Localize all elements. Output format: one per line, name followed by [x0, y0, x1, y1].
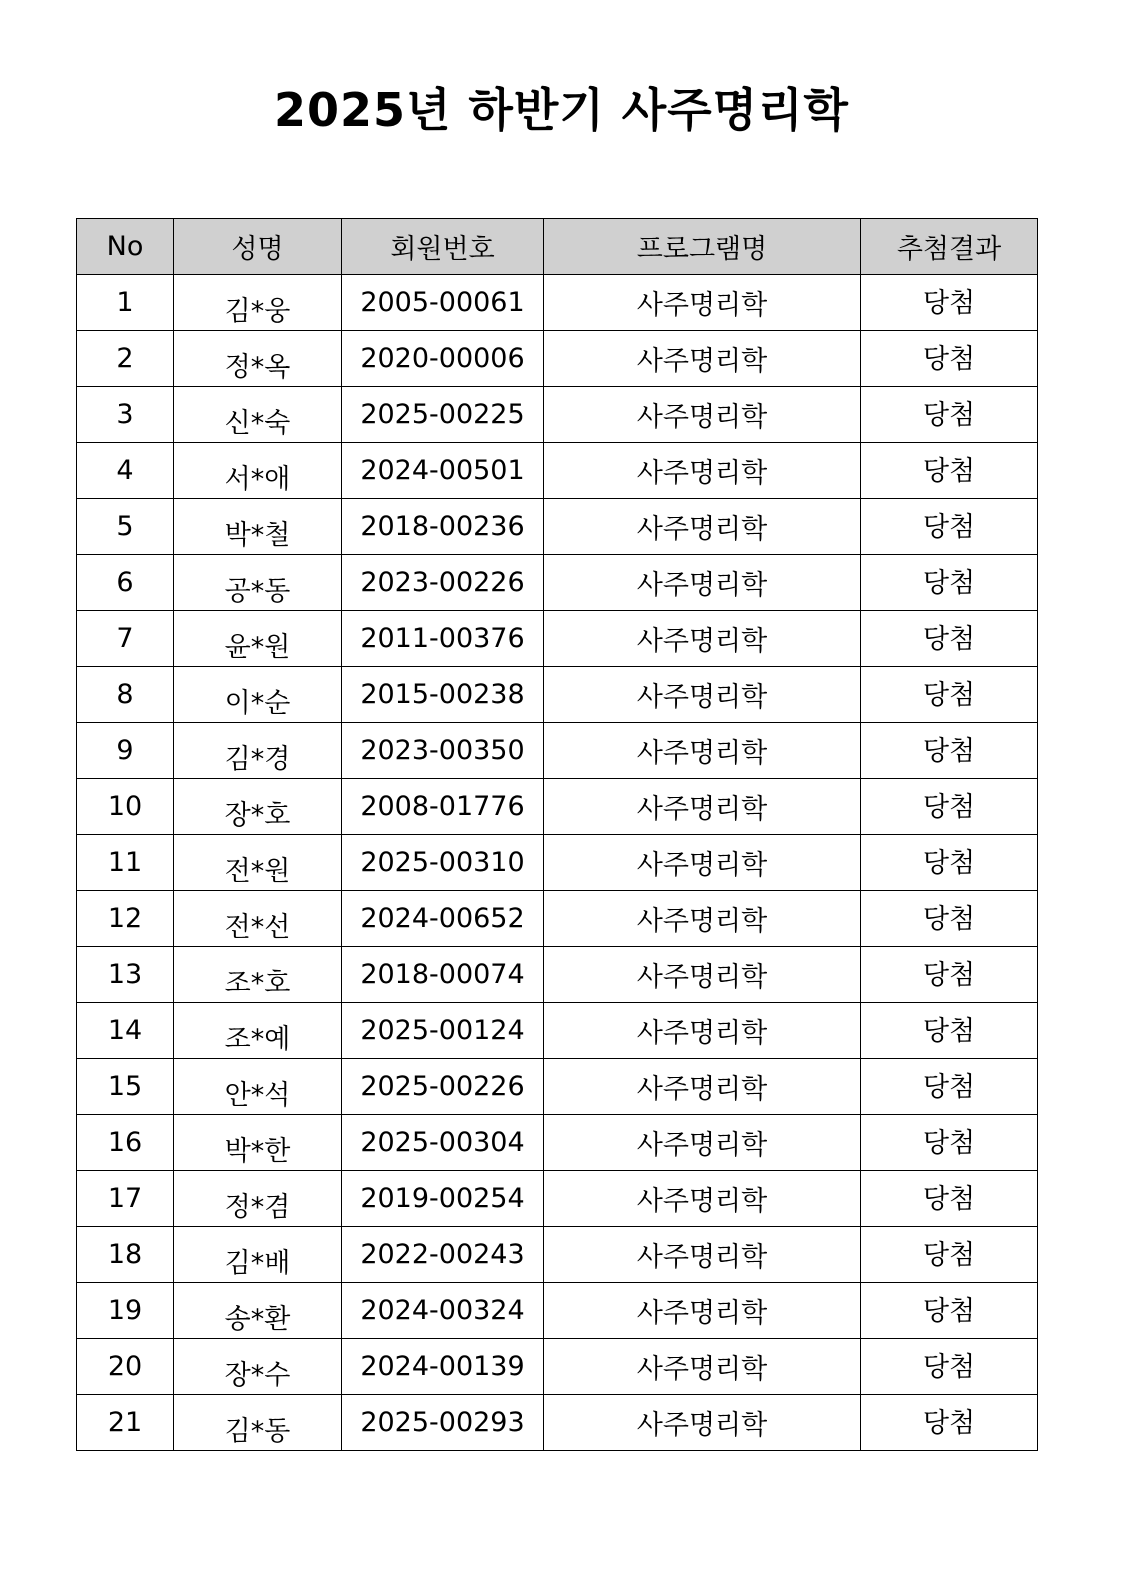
table-row: [77, 1003, 1038, 1059]
row-member-id: 2023-00350: [360, 735, 525, 766]
row-member-id-cell: [342, 611, 544, 667]
row-name: 윤*원: [224, 632, 291, 663]
row-name: 조*예: [224, 1024, 291, 1055]
row-member-id: 2008-01776: [360, 791, 525, 822]
row-member-id-cell: [342, 835, 544, 891]
row-result-cell: [861, 891, 1038, 947]
row-name: 공*동: [224, 576, 291, 607]
row-program: 사주명리학: [636, 626, 768, 657]
row-name-cell: [174, 1059, 342, 1115]
row-name-cell: [174, 331, 342, 387]
row-name: 전*선: [224, 912, 291, 943]
row-result: 당첨: [922, 1352, 976, 1383]
row-member-id: 2023-00226: [360, 567, 525, 598]
row-member-id-cell: [342, 1395, 544, 1451]
row-member-id: 2015-00238: [360, 679, 525, 710]
table-row: [77, 611, 1038, 667]
row-name-cell: [174, 1171, 342, 1227]
header-row: [77, 219, 1038, 275]
table-row: [77, 1395, 1038, 1451]
row-result-cell: [861, 1059, 1038, 1115]
row-name-cell: [174, 835, 342, 891]
table-row: [77, 387, 1038, 443]
row-number: 1: [116, 287, 134, 318]
row-result-cell: [861, 555, 1038, 611]
header-result: 추첨결과: [861, 219, 1038, 275]
row-program: 사주명리학: [636, 962, 768, 993]
row-member-id-cell: [342, 1115, 544, 1171]
row-number-cell: [77, 499, 174, 555]
row-member-id: 2018-00074: [360, 959, 525, 990]
row-name-cell: [174, 723, 342, 779]
row-name-cell: [174, 387, 342, 443]
row-result-cell: [861, 1283, 1038, 1339]
row-number-cell: [77, 723, 174, 779]
row-name: 박*한: [224, 1136, 291, 1167]
row-result: 당첨: [922, 400, 976, 431]
table-row: [77, 555, 1038, 611]
row-result-cell: [861, 611, 1038, 667]
header-member-id: 회원번호: [342, 219, 544, 275]
row-program: 사주명리학: [636, 1186, 768, 1217]
row-member-id-cell: [342, 1227, 544, 1283]
row-result-cell: [861, 1003, 1038, 1059]
row-program: 사주명리학: [636, 850, 768, 881]
row-member-id-cell: [342, 779, 544, 835]
row-result: 당첨: [922, 1408, 976, 1439]
row-program: 사주명리학: [636, 738, 768, 769]
row-name-cell: [174, 555, 342, 611]
row-result-cell: [861, 275, 1038, 331]
row-program: 사주명리학: [636, 1298, 768, 1329]
row-number-cell: [77, 1395, 174, 1451]
row-result-cell: [861, 779, 1038, 835]
row-program-cell: [544, 611, 861, 667]
row-program-cell: [544, 1283, 861, 1339]
row-result-cell: [861, 835, 1038, 891]
row-name: 장*수: [224, 1360, 291, 1391]
row-number: 7: [116, 623, 134, 654]
row-result-cell: [861, 499, 1038, 555]
row-program: 사주명리학: [636, 1410, 768, 1441]
table-row: [77, 1339, 1038, 1395]
row-name-cell: [174, 499, 342, 555]
row-program-cell: [544, 723, 861, 779]
table-row: [77, 891, 1038, 947]
table-row: [77, 1283, 1038, 1339]
row-program-cell: [544, 499, 861, 555]
header-name: 성명: [174, 219, 342, 275]
table-row: [77, 275, 1038, 331]
table-row: [77, 667, 1038, 723]
row-result: 당첨: [922, 680, 976, 711]
row-result: 당첨: [922, 1016, 976, 1047]
row-number-cell: [77, 891, 174, 947]
row-program-cell: [544, 1395, 861, 1451]
row-number: 6: [116, 567, 134, 598]
row-name-cell: [174, 611, 342, 667]
row-program-cell: [544, 387, 861, 443]
row-result: 당첨: [922, 1296, 976, 1327]
row-number-cell: [77, 1115, 174, 1171]
row-result: 당첨: [922, 568, 976, 599]
row-program: 사주명리학: [636, 514, 768, 545]
row-number: 3: [116, 399, 134, 430]
row-name: 송*환: [224, 1304, 291, 1335]
row-member-id: 2025-00226: [360, 1071, 525, 1102]
header-no: No: [77, 219, 174, 275]
row-member-id-cell: [342, 443, 544, 499]
row-name-cell: [174, 1003, 342, 1059]
table-row: [77, 1115, 1038, 1171]
row-name: 정*옥: [224, 352, 291, 383]
row-name: 서*애: [224, 464, 291, 495]
row-number-cell: [77, 1171, 174, 1227]
row-member-id-cell: [342, 1283, 544, 1339]
table-row: [77, 947, 1038, 1003]
row-program-cell: [544, 1003, 861, 1059]
row-number-cell: [77, 387, 174, 443]
row-name: 안*석: [224, 1080, 291, 1111]
row-result-cell: [861, 1115, 1038, 1171]
row-member-id: 2025-00304: [360, 1127, 525, 1158]
table-row: [77, 443, 1038, 499]
row-result-cell: [861, 667, 1038, 723]
row-number: 14: [107, 1015, 143, 1046]
row-member-id-cell: [342, 275, 544, 331]
row-number: 5: [116, 511, 134, 542]
row-result: 당첨: [922, 512, 976, 543]
row-number-cell: [77, 667, 174, 723]
row-member-id: 2024-00324: [360, 1295, 525, 1326]
table-body: [77, 275, 1038, 1451]
row-number-cell: [77, 275, 174, 331]
row-member-id: 2024-00652: [360, 903, 525, 934]
row-result: 당첨: [922, 960, 976, 991]
row-member-id-cell: [342, 1059, 544, 1115]
row-number: 20: [107, 1351, 143, 1382]
row-program: 사주명리학: [636, 458, 768, 489]
row-member-id: 2020-00006: [360, 343, 525, 374]
row-result-cell: [861, 1339, 1038, 1395]
row-program: 사주명리학: [636, 1242, 768, 1273]
table-row: [77, 779, 1038, 835]
row-result: 당첨: [922, 848, 976, 879]
row-program-cell: [544, 443, 861, 499]
row-name: 장*호: [224, 800, 291, 831]
row-member-id: 2024-00501: [360, 455, 525, 486]
row-number-cell: [77, 1283, 174, 1339]
winners-table: [76, 218, 1038, 1451]
row-program-cell: [544, 891, 861, 947]
row-result-cell: [861, 443, 1038, 499]
row-result: 당첨: [922, 1072, 976, 1103]
row-member-id-cell: [342, 891, 544, 947]
row-name-cell: [174, 1227, 342, 1283]
row-member-id: 2022-00243: [360, 1239, 525, 1270]
row-number: 16: [107, 1127, 143, 1158]
row-number: 17: [107, 1183, 143, 1214]
row-number: 4: [116, 455, 134, 486]
row-result: 당첨: [922, 1240, 976, 1271]
row-number-cell: [77, 779, 174, 835]
row-number-cell: [77, 947, 174, 1003]
table-row: [77, 499, 1038, 555]
row-number-cell: [77, 611, 174, 667]
row-result: 당첨: [922, 1128, 976, 1159]
row-result: 당첨: [922, 344, 976, 375]
row-number-cell: [77, 331, 174, 387]
row-member-id-cell: [342, 1171, 544, 1227]
table-row: [77, 1171, 1038, 1227]
row-member-id: 2018-00236: [360, 511, 525, 542]
row-member-id-cell: [342, 499, 544, 555]
row-member-id: 2024-00139: [360, 1351, 525, 1382]
row-name-cell: [174, 443, 342, 499]
row-program: 사주명리학: [636, 1074, 768, 1105]
row-result: 당첨: [922, 792, 976, 823]
row-member-id-cell: [342, 331, 544, 387]
row-name: 김*동: [224, 1416, 291, 1447]
row-program-cell: [544, 947, 861, 1003]
row-member-id-cell: [342, 667, 544, 723]
row-program: 사주명리학: [636, 570, 768, 601]
row-program: 사주명리학: [636, 290, 768, 321]
row-number: 11: [107, 847, 143, 878]
row-member-id-cell: [342, 1339, 544, 1395]
row-program: 사주명리학: [636, 1018, 768, 1049]
row-member-id: 2025-00293: [360, 1407, 525, 1438]
row-name-cell: [174, 1115, 342, 1171]
row-name-cell: [174, 1339, 342, 1395]
row-result-cell: [861, 1171, 1038, 1227]
row-number: 13: [107, 959, 143, 990]
row-program-cell: [544, 1059, 861, 1115]
row-result-cell: [861, 1227, 1038, 1283]
row-name: 박*철: [224, 520, 291, 551]
row-number-cell: [77, 1227, 174, 1283]
row-result: 당첨: [922, 904, 976, 935]
table-row: [77, 1227, 1038, 1283]
row-number-cell: [77, 555, 174, 611]
row-name-cell: [174, 891, 342, 947]
row-number: 15: [107, 1071, 143, 1102]
row-program-cell: [544, 1339, 861, 1395]
row-program-cell: [544, 331, 861, 387]
row-number-cell: [77, 1059, 174, 1115]
row-program-cell: [544, 1115, 861, 1171]
table-header: [77, 219, 1038, 275]
row-number: 21: [107, 1407, 143, 1438]
row-number: 19: [107, 1295, 143, 1326]
row-member-id-cell: [342, 387, 544, 443]
row-program: 사주명리학: [636, 346, 768, 377]
row-number: 2: [116, 343, 134, 374]
row-program-cell: [544, 835, 861, 891]
row-name-cell: [174, 1395, 342, 1451]
row-member-id-cell: [342, 947, 544, 1003]
row-name: 이*순: [224, 688, 291, 719]
row-program: 사주명리학: [636, 906, 768, 937]
row-name-cell: [174, 947, 342, 1003]
row-member-id: 2005-00061: [360, 287, 525, 318]
row-program-cell: [544, 555, 861, 611]
row-number: 9: [116, 735, 134, 766]
row-program-cell: [544, 779, 861, 835]
row-program: 사주명리학: [636, 1130, 768, 1161]
row-number: 18: [107, 1239, 143, 1270]
row-member-id: 2025-00124: [360, 1015, 525, 1046]
page-title: 2025년 하반기 사주명리학: [274, 83, 849, 137]
row-program-cell: [544, 1227, 861, 1283]
row-program: 사주명리학: [636, 402, 768, 433]
row-number-cell: [77, 835, 174, 891]
row-result: 당첨: [922, 456, 976, 487]
row-number: 10: [107, 791, 143, 822]
row-name: 김*웅: [224, 296, 291, 327]
row-result-cell: [861, 947, 1038, 1003]
header-program: 프로그램명: [544, 219, 861, 275]
row-number: 8: [116, 679, 134, 710]
row-name: 김*배: [224, 1248, 291, 1279]
table-row: [77, 331, 1038, 387]
row-result-cell: [861, 331, 1038, 387]
row-result: 당첨: [922, 1184, 976, 1215]
row-program-cell: [544, 667, 861, 723]
row-result: 당첨: [922, 624, 976, 655]
row-name-cell: [174, 779, 342, 835]
row-program: 사주명리학: [636, 794, 768, 825]
row-program-cell: [544, 1171, 861, 1227]
row-result-cell: [861, 1395, 1038, 1451]
row-name: 조*호: [224, 968, 291, 999]
row-member-id-cell: [342, 555, 544, 611]
row-number-cell: [77, 1003, 174, 1059]
row-member-id-cell: [342, 723, 544, 779]
row-program: 사주명리학: [636, 682, 768, 713]
row-number-cell: [77, 443, 174, 499]
table-row: [77, 1059, 1038, 1115]
row-result-cell: [861, 387, 1038, 443]
table-row: [77, 723, 1038, 779]
row-member-id: 2019-00254: [360, 1183, 525, 1214]
row-result: 당첨: [922, 288, 976, 319]
row-member-id: 2025-00225: [360, 399, 525, 430]
row-result-cell: [861, 723, 1038, 779]
row-member-id: 2025-00310: [360, 847, 525, 878]
row-member-id-cell: [342, 1003, 544, 1059]
row-name: 신*숙: [224, 408, 291, 439]
row-program: 사주명리학: [636, 1354, 768, 1385]
row-name-cell: [174, 667, 342, 723]
row-number-cell: [77, 1339, 174, 1395]
row-name-cell: [174, 1283, 342, 1339]
row-number: 12: [107, 903, 143, 934]
row-result: 당첨: [922, 736, 976, 767]
table-row: [77, 835, 1038, 891]
row-name: 전*원: [224, 856, 291, 887]
row-member-id: 2011-00376: [360, 623, 525, 654]
row-name: 정*겸: [224, 1192, 291, 1223]
row-name: 김*경: [224, 744, 291, 775]
row-name-cell: [174, 275, 342, 331]
row-program-cell: [544, 275, 861, 331]
